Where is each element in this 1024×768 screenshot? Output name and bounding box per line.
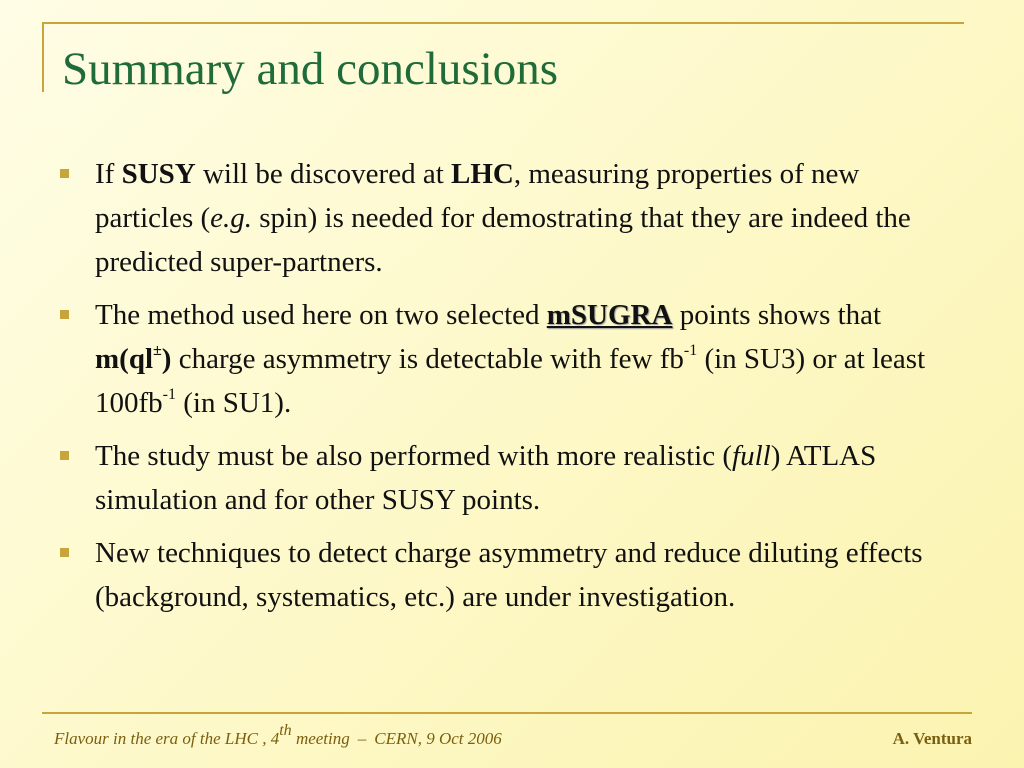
bullet-text: , measuring properties of new particles (	[95, 158, 860, 234]
bullet-text: points shows that	[672, 299, 882, 331]
footer-text: meeting	[291, 729, 350, 748]
footer-author: A. Ventura	[892, 729, 972, 748]
footer-conference	[54, 722, 502, 749]
frame-top-rule	[42, 22, 964, 24]
footer-sup: th	[279, 722, 292, 740]
slide-title: Summary and conclusions	[62, 43, 559, 95]
square-bullet-icon	[60, 169, 69, 178]
bullet-text: (in SU1).	[176, 387, 292, 419]
bullet-bold-underlined: mSUGRA	[546, 299, 673, 331]
footer-rule	[42, 712, 972, 714]
bullet-text: New techniques to detect charge asymmetry and reduce diluting effects (background, systematics, etc.) are under investigation.	[95, 537, 923, 613]
footer-text: Flavour in the era of the LHC , 4	[54, 729, 280, 748]
bullet-bold-formula	[95, 343, 171, 375]
bullet-item-susy	[60, 152, 960, 284]
frame-left-rule	[42, 22, 44, 92]
footer-text: CERN, 9 Oct 2006	[374, 729, 502, 748]
bullet-italic: e.g.	[210, 202, 253, 234]
formula-text: m(ql	[95, 343, 153, 375]
bullet-list	[60, 152, 960, 628]
bullet-item-method	[60, 293, 960, 425]
bullet-text: (in SU3) or at least 100fb	[95, 343, 926, 419]
formula-sup: ±	[153, 342, 162, 360]
bullet-item-study	[60, 434, 960, 522]
bullet-text: ) ATLAS simulation and for other SUSY points.	[95, 440, 877, 516]
square-bullet-icon	[60, 548, 69, 557]
bullet-text: The method used here on two selected	[95, 299, 547, 331]
footer-dash: –	[357, 729, 367, 748]
bullet-sup: -1	[683, 342, 698, 360]
bullet-text: will be discovered at	[195, 158, 452, 190]
bullet-text: charge asymmetry is detectable with few fb	[171, 343, 684, 375]
square-bullet-icon	[60, 310, 69, 319]
bullet-text: If	[95, 158, 122, 190]
bullet-bold: LHC	[451, 158, 514, 190]
bullet-text: spin) is needed for demostrating that they are indeed the predicted super-partners.	[95, 202, 911, 278]
bullet-italic: full	[732, 440, 771, 472]
bullet-text: The study must be also performed with more realistic (	[95, 440, 733, 472]
bullet-sup: -1	[162, 386, 176, 404]
bullet-item-techniques	[60, 531, 960, 619]
square-bullet-icon	[60, 451, 69, 460]
bullet-bold: SUSY	[121, 158, 196, 190]
formula-close: )	[161, 343, 172, 375]
